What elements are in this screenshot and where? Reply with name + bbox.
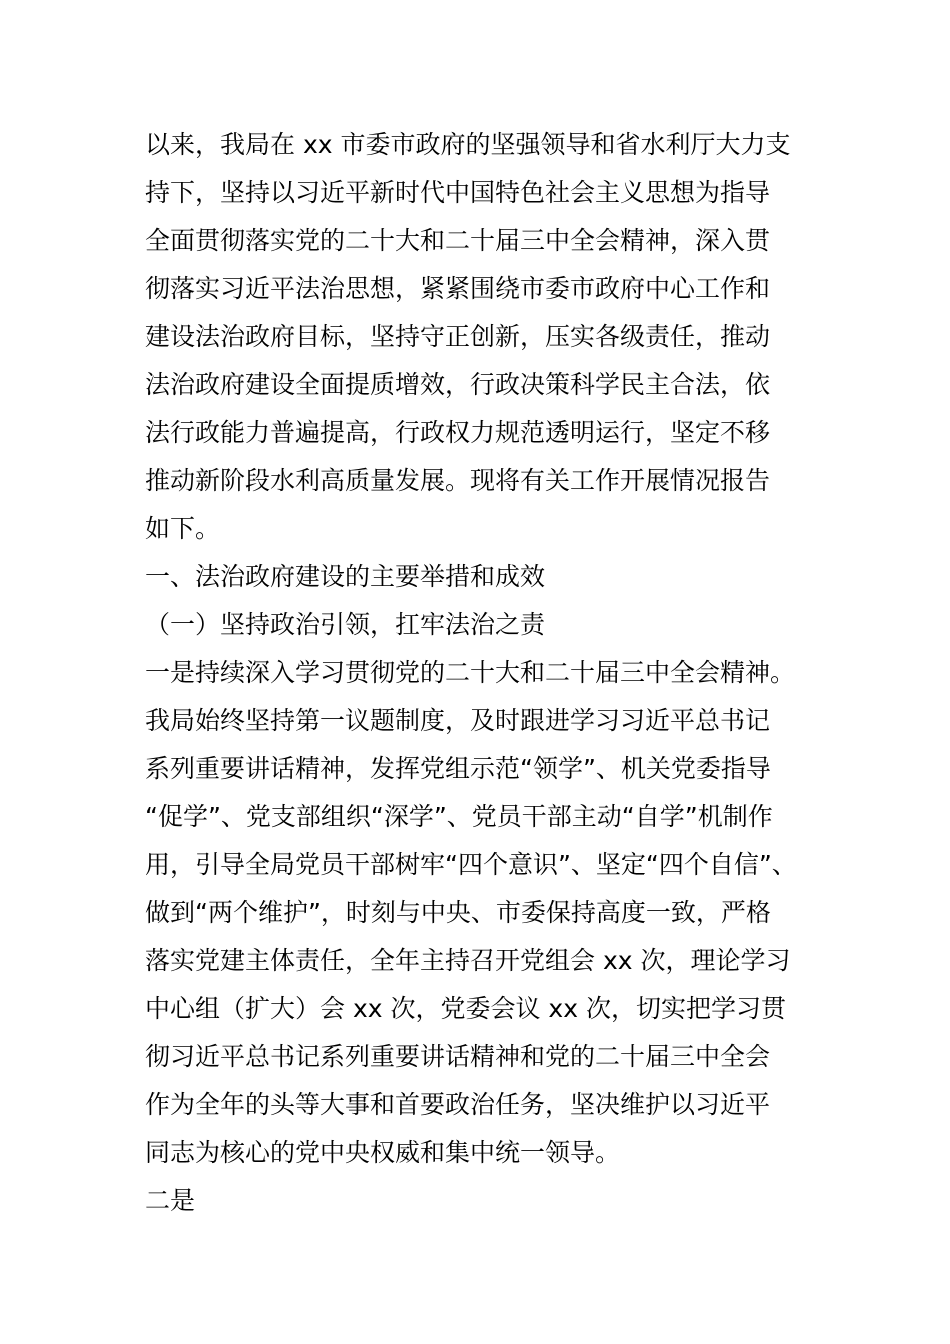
subsection-heading: （一）坚持政治引领，扛牢法治之责 — [145, 610, 546, 639]
text-line: 系列重要讲话精神，发挥党组示范“领学”、机关党委指导 — [145, 754, 771, 783]
section-heading: 一、法治政府建设的主要举措和成效 — [145, 562, 546, 591]
text-line: 以来，我局在 xx 市委市政府的坚强领导和省水利厅大力支 — [145, 130, 791, 159]
text-line: 一是持续深入学习贯彻党的二十大和二十届三中全会精神。 — [145, 658, 796, 687]
text-line: 彻落实习近平法治思想，紧紧围绕市委市政府中心工作和 — [145, 274, 771, 303]
text-line: 用，引导全局党员干部树牢“四个意识”、坚定“四个自信”、 — [145, 850, 797, 879]
text-line: 同志为核心的党中央权威和集中统一领导。 — [145, 1138, 621, 1167]
text-line: 法行政能力普遍提高，行政权力规范透明运行，坚定不移 — [145, 418, 771, 447]
text-line: 推动新阶段水利高质量发展。现将有关工作开展情况报告 — [145, 466, 771, 495]
text-line: 中心组（扩大）会 xx 次，党委会议 xx 次，切实把学习贯 — [145, 994, 786, 1023]
text-line: 二是 — [145, 1186, 196, 1215]
text-line: “促学”、党支部组织“深学”、党员干部主动“自学”机制作 — [145, 802, 773, 831]
document-body — [145, 121, 835, 1225]
text-line: 我局始终坚持第一议题制度，及时跟进学习习近平总书记 — [145, 706, 771, 735]
text-line: 做到“两个维护”，时刻与中央、市委保持高度一致，严格 — [145, 898, 771, 927]
text-line: 彻习近平总书记系列重要讲话精神和党的二十届三中全会 — [145, 1042, 771, 1071]
text-line: 法治政府建设全面提质增效，行政决策科学民主合法，依 — [145, 370, 771, 399]
text-line: 落实党建主体责任，全年主持召开党组会 xx 次，理论学习 — [145, 946, 791, 975]
text-line: 持下，坚持以习近平新时代中国特色社会主义思想为指导 — [145, 178, 771, 207]
text-line: 如下。 — [145, 514, 221, 543]
text-line: 全面贯彻落实党的二十大和二十届三中全会精神，深入贯 — [145, 226, 771, 255]
text-line: 作为全年的头等大事和首要政治任务，坚决维护以习近平 — [145, 1090, 771, 1119]
text-line: 建设法治政府目标，坚持守正创新，压实各级责任，推动 — [145, 322, 771, 351]
